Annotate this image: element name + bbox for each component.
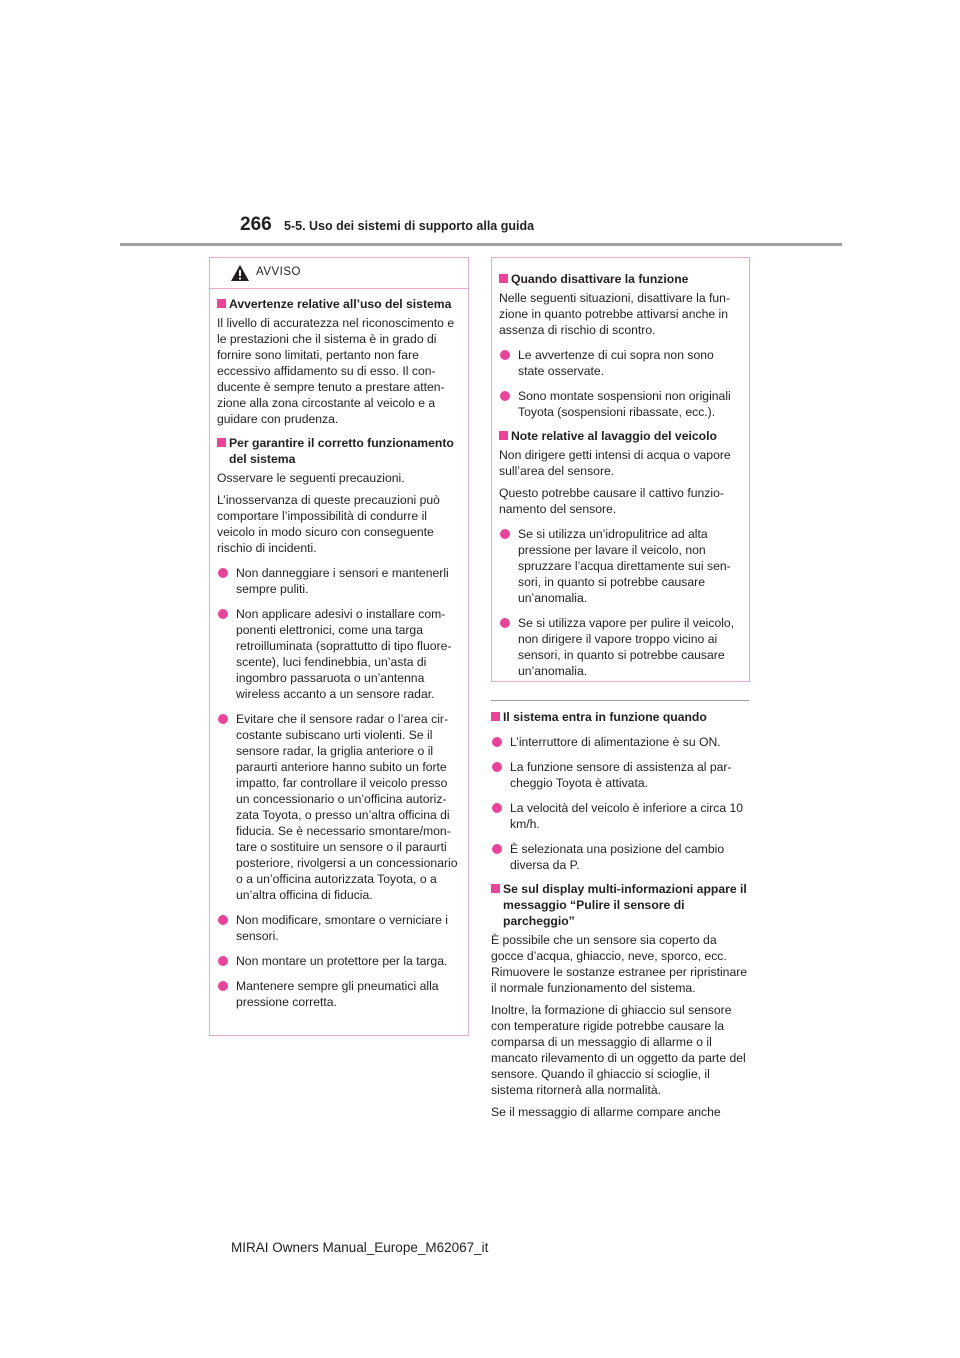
warning-box [209,257,469,1036]
paragraph [491,932,749,996]
bullet-text: Mantenere sempre gli pneumatici alla pressione corretta. [236,979,439,1009]
round-bullet-icon [500,350,510,360]
bullet-item [499,526,739,606]
round-bullet-icon [218,956,228,966]
warning-triangle-icon [230,264,250,282]
round-bullet-icon [218,915,228,925]
paragraph [491,1002,749,1098]
round-bullet-icon [218,609,228,619]
round-bullet-icon [500,618,510,628]
bullet-text: La funzione sensore di assistenza al parcheggio Toyota è attivata. [510,760,732,790]
para-text: Il livello di accuratezza nel riconoscimento e le prestazioni che il sistema è in grado di fornire sono limitati, pertanto non fare eccessivo affidamento su di esso. Il conducente è sempre tenuto a prestare attenzione alla zona circostante al veicolo e a guidare con prudenza. [217,316,455,426]
para-text: Non dirigere getti intensi di acqua o vapore sull’area del sensore. [499,448,731,478]
paragraph [499,485,739,517]
warning-header [210,258,468,289]
square-bullet-icon [499,274,508,283]
paragraph [499,447,739,479]
round-bullet-icon [218,981,228,991]
bullet-item [491,841,749,873]
notice-box [491,257,750,682]
square-bullet-icon [217,299,226,308]
bullet-text: Evitare che il sensore radar o l’area circostante subiscano urti violenti. Se il sensore radar, la griglia anteriore o il paraurti anteriore hanno subito un forte impatto, far controllare il veicolo presso un concessionario o un’officina autorizzata Toyota, o presso un’altra officina di fiducia. Se è necessario smontare/montare o sostituire un sensore o il paraurti posteriore, rivolgersi a un concessionario o a un’officina autorizzata Toyota, o a un’altra officina di fiducia. [236,712,458,902]
bullet-text: Non modificare, smontare o verniciare i sensori. [236,913,449,943]
section-heading [217,296,458,312]
round-bullet-icon [218,714,228,724]
para-text: Inoltre, la formazione di ghiaccio sul sensore con temperature rigide potrebbe causare la comparsa di un messaggio di allarme o il mancato rilevamento di un oggetto da parte del sensore. Quando il ghiaccio si scioglie, il sistema ritornerà alla normalità. [491,1003,746,1097]
para-text: Se il messaggio di allarme compare anche [491,1105,721,1119]
heading-text: Per garantire il corretto funzionamento del sistema [229,436,454,466]
round-bullet-icon [492,803,502,813]
bullet-item [217,912,458,944]
bullet-item [217,711,458,903]
bullet-item [217,953,458,969]
bullet-text: È selezionata una posizione del cambio diversa da P. [510,842,725,872]
bullet-text: La velocità del veicolo è inferiore a circa 10 km/h. [510,801,744,831]
bullet-text: Se si utilizza un’idropulitrice ad alta pressione per lavare il veicolo, non spruzzare l’acqua direttamente sui sensori, in quanto si potrebbe causare un’anomalia. [518,527,731,605]
bullet-item [499,615,739,679]
bullet-text: Se si utilizza vapore per pulire il veicolo, non dirigere il vapore troppo vicino ai sensori, in quanto si potrebbe causare un’anomalia. [518,616,735,678]
bullet-text: Non danneggiare i sensori e mantenerli sempre puliti. [236,566,449,596]
notice-body [492,258,749,679]
heading-text: Quando disattivare la funzione [511,272,689,286]
page-number: 266 [240,214,272,235]
bullet-item [491,800,749,832]
para-text: Questo potrebbe causare il cattivo funzionamento del sensore. [499,486,724,516]
section-heading [217,435,458,467]
paragraph [491,1104,749,1120]
section-heading [499,271,739,287]
bullet-item [217,978,458,1010]
round-bullet-icon [218,568,228,578]
square-bullet-icon [491,884,500,893]
bullet-item [491,759,749,791]
bullet-item [217,606,458,702]
bullet-text: L’interruttore di alimentazione è su ON. [510,735,721,749]
bullet-item [499,388,739,420]
round-bullet-icon [492,762,502,772]
bullet-text: Le avvertenze di cui sopra non sono state osservate. [518,348,714,378]
section-heading [499,428,739,444]
paragraph [499,290,739,338]
square-bullet-icon [491,712,500,721]
paragraph [217,470,458,486]
section-heading [491,709,749,725]
header-rule [120,243,842,246]
round-bullet-icon [492,844,502,854]
main-body [491,709,749,1120]
bullet-text: Non montare un protettore per la targa. [236,954,448,968]
paragraph [217,315,458,427]
para-text: Nelle seguenti situazioni, disattivare la funzione in quanto potrebbe attivarsi anche in assenza di rischio di scontro. [499,291,731,337]
bullet-item [499,347,739,379]
warning-body [210,296,468,1010]
round-bullet-icon [500,529,510,539]
section-title: 5-5. Uso dei sistemi di supporto alla guida [284,219,535,233]
main-column [491,700,749,1126]
bullet-item [217,565,458,597]
section-heading [491,881,749,929]
bullet-item [491,734,749,750]
column-rule [491,700,749,701]
heading-text: Note relative al lavaggio del veicolo [511,429,717,443]
heading-text: Avvertenze relative all’uso del sistema [229,297,452,311]
footer-text: MIRAI Owners Manual_Europe_M62067_it [231,1240,489,1255]
round-bullet-icon [500,391,510,401]
para-text: Osservare le seguenti precauzioni. [217,471,405,485]
heading-text: Il sistema entra in funzione quando [503,710,707,724]
heading-text: Se sul display multi-informazioni appare il messaggio “Pulire il sensore di parcheggio” [503,882,747,928]
paragraph [217,492,458,556]
para-text: L’inosservanza di queste precauzioni può comportare l’impossibilità di condurre il veicolo in modo sicuro con conseguente rischio di incidenti. [217,493,440,555]
square-bullet-icon [217,438,226,447]
round-bullet-icon [492,737,502,747]
bullet-text: Non applicare adesivi o installare componenti elettronici, come una targa retroilluminata (soprattutto di tipo fluorescente), luci fendinebbia, un’asta di ingombro passaruota o un’antenna wireless accanto a un sensore radar. [236,607,452,701]
para-text: È possibile che un sensore sia coperto da gocce d’acqua, ghiaccio, neve, sporco, ecc. Rimuovere le sostanze estranee per ripristinare il normale funzionamento del sistema. [491,933,748,995]
square-bullet-icon [499,431,508,440]
warning-title: AVVISO [256,266,301,278]
bullet-text: Sono montate sospensioni non originali Toyota (sospensioni ribassate, ecc.). [518,389,731,419]
